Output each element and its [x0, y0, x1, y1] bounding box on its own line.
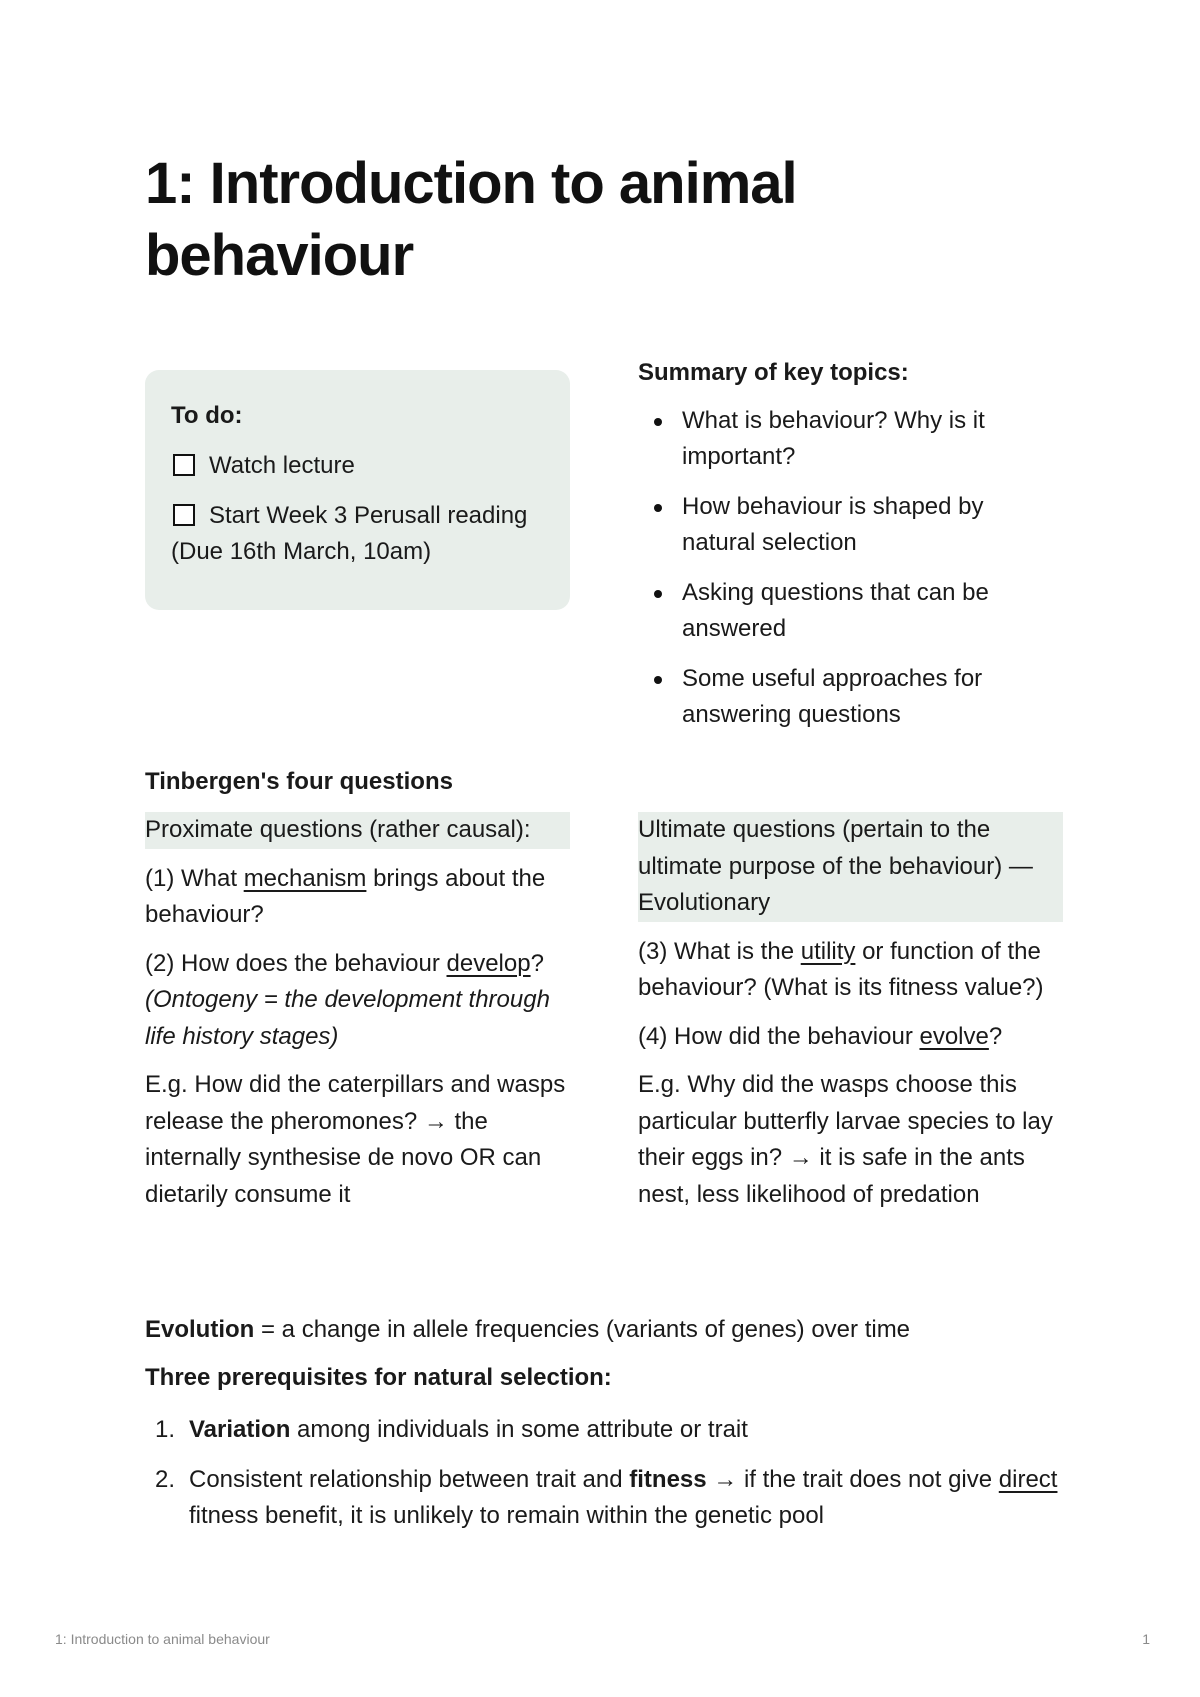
text-run: (1) What [145, 864, 244, 892]
underlined-term: evolve [919, 1022, 989, 1050]
list-item-text: Some useful approaches for answering questions [682, 665, 983, 728]
underlined-term: direct [998, 1466, 1058, 1493]
question-3 [638, 934, 1063, 1007]
summary-section [638, 355, 1058, 747]
footer-title: 1: Introduction to animal behaviour [55, 1631, 270, 1647]
bold-term: Variation [189, 1416, 291, 1443]
list-item [638, 489, 1058, 561]
question-1 [145, 861, 570, 934]
bullet-icon [654, 504, 662, 512]
prerequisites-list [145, 1412, 1060, 1548]
list-item-text: Asking questions that can be answered [682, 579, 989, 642]
bold-term: Evolution [145, 1316, 255, 1343]
list-item [145, 1462, 1060, 1534]
todo-item-label: Watch lecture [209, 452, 355, 479]
text-run: ? [988, 1022, 1003, 1050]
list-number: 1. [155, 1416, 176, 1443]
page-title: 1: Introduction to animal behaviour [145, 151, 797, 288]
proximate-column [145, 812, 570, 1225]
checkbox-unchecked[interactable] [173, 504, 195, 526]
text-run: ? [530, 949, 544, 977]
text-run: (3) What is the [638, 937, 801, 965]
question-2 [145, 946, 570, 1056]
underlined-term: develop [446, 949, 531, 977]
ultimate-header: Ultimate questions (pertain to the ultimate purpose of the behaviour) — Evolutionary [638, 812, 1063, 922]
todo-callout [145, 370, 570, 610]
todo-item [171, 448, 544, 484]
text-run: among individuals in some attribute or trait [290, 1416, 748, 1443]
list-number: 2. [155, 1466, 176, 1493]
underlined-term: utility [800, 937, 856, 965]
list-item [638, 661, 1058, 733]
text-run: → if the trait does not give [706, 1466, 999, 1493]
list-item [638, 575, 1058, 647]
proximate-example: E.g. How did the caterpillars and wasps release the pheromones? → the internally synthesise de novo OR can dietarily consume it [145, 1071, 566, 1208]
prerequisites-heading: Three prerequisites for natural selection: [145, 1364, 612, 1391]
summary-heading: Summary of key topics: [638, 359, 909, 386]
checkbox-unchecked[interactable] [173, 454, 195, 476]
todo-item [171, 498, 544, 570]
text-run: fitness benefit, it is unlikely to remain within the genetic pool [189, 1502, 825, 1529]
text-run: = a change in allele frequencies (variants of genes) over time [254, 1316, 911, 1343]
underlined-term: mechanism [243, 864, 367, 892]
todo-heading: To do: [171, 402, 243, 429]
italic-note: (Ontogeny = the development through life history stages) [145, 986, 550, 1050]
tinbergen-heading: Tinbergen's four questions [145, 768, 453, 795]
summary-list [638, 403, 1058, 733]
list-item-text: What is behaviour? Why is it important? [682, 407, 985, 470]
list-item [145, 1412, 1060, 1448]
text-run: brings about the behaviour? [145, 864, 546, 928]
bullet-icon [654, 418, 662, 426]
text-run: (2) How does the behaviour [145, 949, 447, 977]
text-run: or function of the behaviour? (What is its fitness value?) [638, 937, 1044, 1001]
question-4 [638, 1019, 1063, 1056]
bullet-icon [654, 590, 662, 598]
bold-term: fitness [629, 1466, 707, 1493]
text-run: Consistent relationship between trait and [189, 1466, 630, 1493]
ultimate-column [638, 812, 1063, 1225]
ultimate-example: E.g. Why did the wasps choose this particular butterfly larvae species to lay their eggs in? → it is safe in the ants nest, less likelihood of predation [638, 1071, 1053, 1208]
proximate-header: Proximate questions (rather causal): [145, 812, 570, 849]
evolution-definition [145, 1312, 1060, 1348]
bullet-icon [654, 676, 662, 684]
list-item-text: How behaviour is shaped by natural selection [682, 493, 984, 556]
page-number: 1 [1142, 1631, 1150, 1647]
text-run: (4) How did the behaviour [638, 1022, 920, 1050]
todo-item-label: Start Week 3 Perusall reading (Due 16th March, 10am) [171, 502, 528, 565]
list-item [638, 403, 1058, 475]
